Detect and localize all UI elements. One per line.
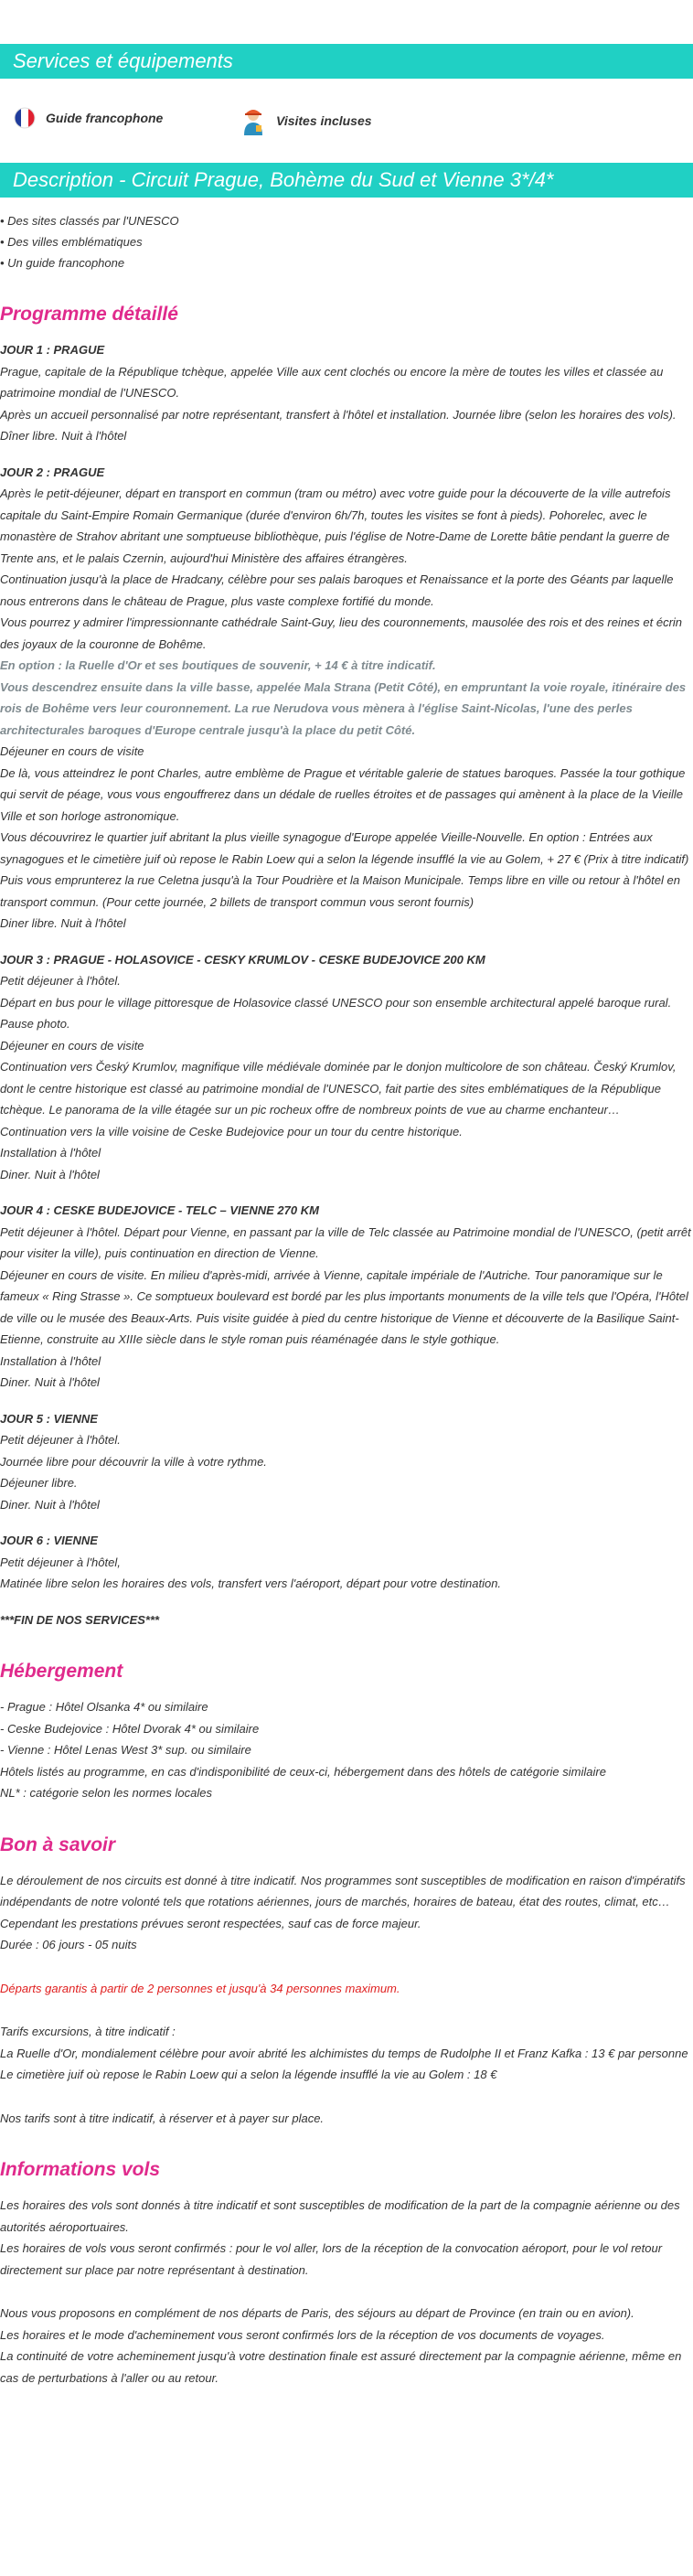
- day-line: Petit déjeuner à l'hôtel. Départ pour Vienne, en passant par la ville de Telc classée au Patrimoine mondial de l'UNESCO, (petit arrêt pour visiter la ville), puis continuation en direction de Vienne.: [0, 1224, 691, 1260]
- vols-body: [0, 2195, 693, 2389]
- day-line: Prague, capitale de la République tchèque, appelée Ville aux cent clochés ou encore la mère de toutes les villes et classée au patrimoine mondial de l'UNESCO.: [0, 364, 664, 400]
- info-paragraph: La continuité de votre acheminement jusqu'à votre destination finale est assuré directement par la compagnie aérienne, même en cas de perturbations à l'aller ou au retour.: [0, 2349, 682, 2385]
- service-item-visites: [240, 106, 372, 135]
- description-title: Description - Circuit Prague, Bohème du Sud et Vienne 3*/4*: [13, 168, 554, 191]
- day-line: Diner. Nuit à l'hôtel: [0, 1167, 100, 1181]
- tarif-line: Le cimetière juif où repose le Rabin Loew qui a selon la légende insufflé la vie au Golem : 18 €: [0, 2068, 497, 2081]
- day-line: Matinée libre selon les horaires des vols, transfert vers l'aéroport, départ pour votre destination.: [0, 1577, 502, 1590]
- day-title: JOUR 3 : PRAGUE - HOLASOVICE - CESKY KRUMLOV - CESKE BUDEJOVICE 200 KM: [0, 952, 485, 967]
- day-line: Vous pourrez y admirer l'impressionnante cathédrale Saint-Guy, lieu des couronnements, mausolée des rois et des reines et écrin des joyaux de la couronne de Bohême.: [0, 615, 683, 651]
- day-line: En option : la Ruelle d'Or et ses boutiques de souvenir, + 14 € à titre indicatif.: [0, 658, 436, 672]
- day-line: Installation à l'hôtel: [0, 1353, 101, 1368]
- day-line: Déjeuner en cours de visite. En milieu d'après-midi, arrivée à Vienne, capitale impériale de l'Autriche. Tour panoramique sur le fameux « Ring Strasse ». Ce somptueux boulevard est bordé par les plus importants monuments de la ville tels que l'Opéra, l'Hôtel de ville ou le musée des Beaux-Arts. Puis visite guidée à pied du centre historique de Vienne et découverte de la Basilique Saint-Etienne, construite au XIIIe siècle dans le style roman puis réaménagée dans le style gothique.: [0, 1267, 688, 1346]
- hotel-note: Hôtels listés au programme, en cas d'indisponibilité de ceux-ci, hébergement dans des hôtels de catégorie similaire: [0, 1764, 606, 1779]
- services-header: [0, 44, 693, 79]
- hotel-line: - Vienne : Hôtel Lenas West 3* sup. ou similaire: [0, 1743, 251, 1757]
- day-line: Continuation vers Český Krumlov, magnifique ville médiévale dominée par le donjon multicolore de son château. Český Krumlov, dont le centre historique est classé au patrimoine mondial de l'UNESCO, fait partie des sites emblématiques de la République tchèque. Le panorama de la ville étagée sur un pic rocheux offre de nombreux points de vue au charme enchanteur…: [0, 1060, 677, 1117]
- day-line: Puis vous emprunterez la rue Celetna jusqu'à la Tour Poudrière et la Maison Municipale. Temps libre en ville ou retour à l'hôtel en transport commun. (Pour cette journée, 2 billets de transport commun vous seront fournis): [0, 873, 680, 909]
- day-line: Après un accueil personnalisé par notre représentant, transfert à l'hôtel et installation. Journée libre (selon les horaires des vols). Dîner libre. Nuit à l'hôtel: [0, 407, 677, 443]
- services-title: Services et équipements: [13, 49, 233, 72]
- service-label: Guide francophone: [46, 111, 164, 125]
- end-note: ***FIN DE NOS SERVICES***: [0, 1612, 160, 1627]
- programme-heading: Programme détaillé: [0, 304, 178, 325]
- vols-heading: Informations vols: [0, 2159, 161, 2180]
- hotel-note: NL* : catégorie selon les normes locales: [0, 1786, 212, 1800]
- list-item: • Des sites classés par l'UNESCO: [0, 210, 693, 231]
- service-item-guide: [13, 106, 163, 130]
- tarifs-title: Tarifs excursions, à titre indicatif :: [0, 2025, 176, 2038]
- description-bullets: [0, 210, 693, 273]
- info-paragraph: Nous vous proposons en complément de nos départs de Paris, des séjours au départ de Province (en train ou en avion).: [0, 2306, 634, 2320]
- departures-note: Départs garantis à partir de 2 personnes et jusqu'à 34 personnes maximum.: [0, 1981, 400, 1995]
- bon-a-savoir-body: [0, 1870, 693, 2130]
- day-line: Après le petit-déjeuner, départ en transport en commun (tram ou métro) avec votre guide pour la découverte de la ville autrefois capitale du Saint-Empire Romain Germanique (durée d'environ 6h/7h, toutes les visites se font à pieds). Pohorelec, avec le monastère de Strahov abritant une somptueuse bibliothèque, puis l'église de Notre-Dame de Lorette bâtie pendant la guerre de Trente ans, et le palais Czernin, aujourd'hui Ministère des affaires étrangères.: [0, 486, 671, 565]
- day-line: Vous découvrirez le quartier juif abritant la plus vieille synagogue d'Europe appelée Vieille-Nouvelle. En option : Entrées aux synagogues et le cimetière juif où repose le Rabin Loew qui a selon la légende insufflé la vie au Golem, + 27 € (Prix à titre indicatif): [0, 830, 689, 866]
- info-paragraph: Le déroulement de nos circuits est donné à titre indicatif. Nos programmes sont susceptibles de modification en raison d'impératifs indépendants de notre volonté tels que rotations aériennes, jours de marchés, horaires de bateau, état des routes, climat, etc… Cependant les prestations prévues seront respectées, sauf cas de force majeur.: [0, 1873, 686, 1930]
- services-list: [0, 79, 693, 163]
- list-item: • Des villes emblématiques: [0, 231, 693, 252]
- french-flag-icon: [13, 106, 37, 130]
- day-title: JOUR 5 : VIENNE: [0, 1411, 98, 1426]
- day-line: De là, vous atteindrez le pont Charles, autre emblème de Prague et véritable galerie de statues baroques. Passée la tour gothique qui servit de péage, vous vous engouffrerez dans un dédale de ruelles étroites et de passages qui amènent à la place de la Vieille Ville et son horloge astronomique.: [0, 765, 686, 823]
- day-line: Journée libre pour découvrir la ville à votre rythme.: [0, 1454, 267, 1469]
- day-line: Vous descendrez ensuite dans la ville basse, appelée Mala Strana (Petit Côté), en empruntant la voie royale, itinéraire des rois de Bohême vers leur couronnement. La rue Nerudova vous mènera à l'église Saint-Nicolas, l'une des perles architecturales baroques d'Europe centrale jusqu'à la place du petit Côté.: [0, 679, 687, 737]
- day-line: Départ en bus pour le village pittoresque de Holasovice classé UNESCO pour son ensemble architectural appelé baroque rural. Pause photo.: [0, 995, 672, 1031]
- list-item: • Un guide francophone: [0, 252, 693, 273]
- tarifs-note: Nos tarifs sont à titre indicatif, à réserver et à payer sur place.: [0, 2111, 325, 2125]
- duration: Durée : 06 jours - 05 nuits: [0, 1938, 137, 1951]
- day-line: Petit déjeuner à l'hôtel,: [0, 1555, 121, 1569]
- bon-a-savoir-heading: Bon à savoir: [0, 1833, 116, 1855]
- day-line: Diner libre. Nuit à l'hôtel: [0, 916, 126, 930]
- day-line: Déjeuner libre.: [0, 1476, 78, 1490]
- day-line: Installation à l'hôtel: [0, 1146, 101, 1160]
- day-line: Continuation vers la ville voisine de Ceske Budejovice pour un tour du centre historique.: [0, 1124, 463, 1138]
- day-line: Diner. Nuit à l'hôtel: [0, 1375, 100, 1389]
- page: [0, 44, 693, 2389]
- day-line: Petit déjeuner à l'hôtel.: [0, 974, 121, 988]
- day-line: Déjeuner en cours de visite: [0, 1038, 144, 1053]
- hebergement-heading: Hébergement: [0, 1661, 123, 1682]
- hebergement-body: [0, 1696, 693, 1804]
- day-title: JOUR 2 : PRAGUE: [0, 465, 105, 479]
- service-label: Visites incluses: [276, 113, 372, 128]
- day-line: Continuation jusqu'à la place de Hradcany, célèbre pour ses palais baroques et Renaissance et la porte des Géants par laquelle nous entrerons dans le château de Prague, plus vaste complexe fortifié du monde.: [0, 572, 674, 608]
- day-title: JOUR 6 : VIENNE: [0, 1534, 98, 1547]
- hotel-line: - Ceske Budejovice : Hôtel Dvorak 4* ou similaire: [0, 1721, 260, 1736]
- day-title: JOUR 1 : PRAGUE: [0, 343, 105, 357]
- tarif-line: La Ruelle d'Or, mondialement célèbre pour avoir abrité les alchimistes du temps de Rudolphe II et Franz Kafka : 13 € par personne: [0, 2046, 688, 2060]
- info-paragraph: Les horaires et le mode d'acheminement vous seront confirmés lors de la réception de vos documents de voyages.: [0, 2327, 605, 2342]
- info-paragraph: Les horaires de vols vous seront confirmés : pour le vol aller, lors de la réception de la convocation aéroport, pour le vol retour directement sur place par notre représentant à destination.: [0, 2241, 663, 2277]
- hotel-line: - Prague : Hôtel Olsanka 4* ou similaire: [0, 1700, 208, 1714]
- day-line: Déjeuner en cours de visite: [0, 744, 144, 758]
- description-header: [0, 163, 693, 198]
- info-paragraph: Les horaires des vols sont donnés à titre indicatif et sont susceptibles de modification de la part de la compagnie aérienne ou des autorités aéroportuaires.: [0, 2198, 680, 2234]
- programme-body: [0, 339, 693, 1595]
- day-title: JOUR 4 : CESKE BUDEJOVICE - TELC – VIENNE 270 KM: [0, 1203, 319, 1217]
- guide-person-icon: [240, 106, 267, 135]
- day-line: Petit déjeuner à l'hôtel.: [0, 1433, 121, 1447]
- day-line: Diner. Nuit à l'hôtel: [0, 1497, 100, 1512]
